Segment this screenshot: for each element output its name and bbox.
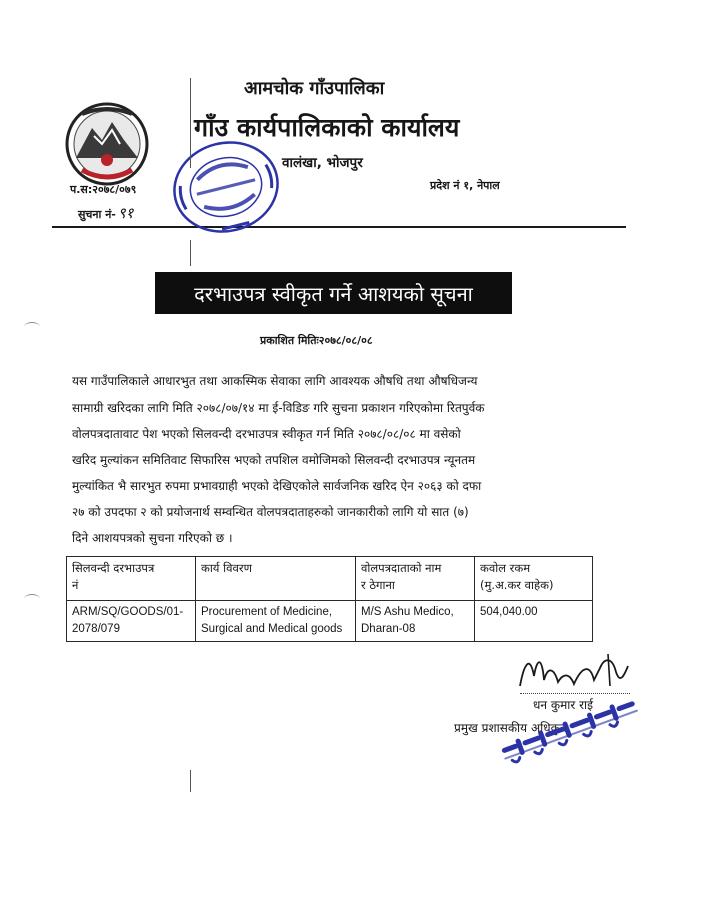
notice-title-banner: दरभाउपत्र स्वीकृत गर्ने आशयको सूचना: [155, 272, 512, 314]
header-work-description: कार्य विवरण: [196, 557, 356, 601]
office-title: गाँउ कार्यपालिकाको कार्यालय: [194, 113, 460, 142]
body-line: सामाग्री खरिदका लागि मिति २०७८/०७/१४ मा ई-विडिङ गरि सुचना प्रकाशन गरिएकोमा रितपुर्वक: [72, 401, 485, 415]
municipality-name: आमचोक गाँउपालिका: [244, 78, 385, 99]
punch-hole-mark: [24, 594, 40, 603]
nepal-emblem-icon: [62, 100, 152, 188]
office-address: वालंखा, भोजपुर: [282, 155, 363, 171]
fold-crease: [190, 770, 191, 792]
body-line: खरिद मुल्यांकन समितिवाट सिफारिस भएको तपशिल वमोजिमको सिलवन्दी दरभाउपत्र न्यूनतम: [72, 453, 476, 467]
cell-bid-number: ARM/SQ/GOODS/01- 2078/079: [67, 601, 196, 642]
published-date: प्रकाशित मितिः२०७८/०८/०८: [260, 334, 373, 347]
table-row: [67, 601, 593, 642]
notice-number-line: [78, 203, 133, 223]
notice-number-label: सुचना नं-: [78, 208, 116, 221]
reference-number: प.स:२०७८/०७९: [70, 183, 137, 196]
signer-name: धन कुमार राई: [533, 698, 593, 712]
body-line: मुल्यांकित भै सारभुत रुपमा प्रभावग्राही भएको देखिएकोले सार्वजनिक खरिद ऐन २०६३ को दफा: [72, 479, 482, 493]
body-line: वोलपत्रदातावाट पेश भएको सिलवन्दी दरभाउपत्र स्वीकृत गर्न मिति २०७८/०८/०८ मा वसेको: [72, 427, 461, 441]
table-header-row: [67, 557, 593, 601]
fold-crease: [190, 78, 191, 168]
office-seal-stamp: [166, 135, 286, 239]
header-bidder-name: वोलपत्रदाताको नाम र ठेगाना: [356, 557, 475, 601]
officer-rubber-stamp: [489, 689, 649, 767]
signer-title: प्रमुख प्रशासकीय अधिकृत: [454, 721, 567, 735]
header-divider: [52, 226, 626, 228]
cell-work-description: Procurement of Medicine, Surgical and Medical goods: [196, 601, 356, 642]
punch-hole-mark: [24, 322, 40, 331]
body-line: यस गाउँपालिकाले आधारभुत तथा आकस्मिक सेवाका लागि आवश्यक औषधि तथा औषधिजन्य: [72, 374, 478, 388]
body-line: २७ को उपदफा २ को प्रयोजनार्थ सम्वन्धित वोलपत्रदाताहरुको जानकारीको लागि यो सात (७): [72, 505, 469, 519]
bid-table: [66, 556, 593, 642]
cell-bid-amount: 504,040.00: [475, 601, 593, 642]
cell-bidder-name: M/S Ashu Medico, Dharan-08: [356, 601, 475, 642]
province-label: प्रदेश नं १, नेपाल: [430, 179, 500, 192]
fold-crease: [190, 240, 191, 266]
header-bid-amount: कवोल रकम (मु.अ.कर वाहेक): [475, 557, 593, 601]
header-bid-number: सिलवन्दी दरभाउपत्र नं: [67, 557, 196, 601]
body-line: दिने आशयपत्रको सुचना गरिएको छ ।: [72, 531, 233, 545]
notice-number-value: ९१: [117, 204, 134, 222]
